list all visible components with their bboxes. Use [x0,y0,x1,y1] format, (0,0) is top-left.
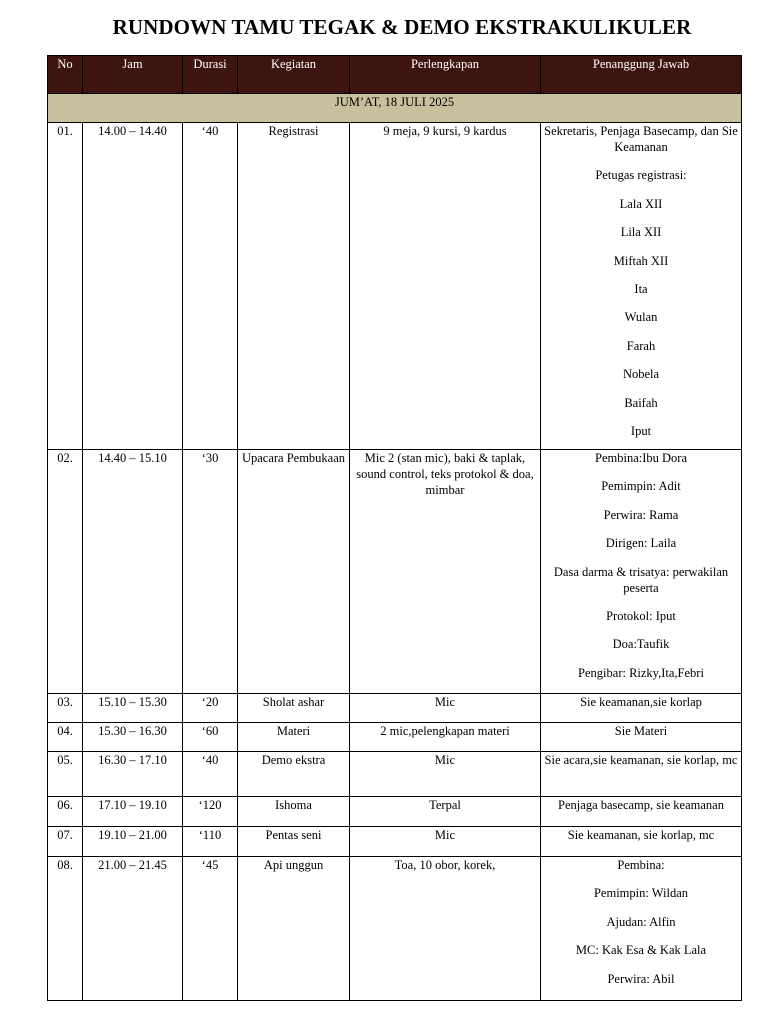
cell-perlengkapan: Mic [350,827,541,857]
table-row [48,723,742,752]
cell-no: 07. [48,827,83,857]
table-row [48,797,742,827]
cell-perlengkapan: Terpal [350,797,541,827]
rundown-table [47,55,742,1001]
header-penanggung-jawab: Penanggung Jawab [541,56,742,94]
cell-kegiatan: Ishoma [238,797,350,827]
pj-line: Sekretaris, Penjaga Basecamp, dan Sie Keamanan [544,124,738,154]
pj-line: Perwira: Rama [603,507,679,522]
table-row [48,123,742,450]
pj-line: Dirigen: Laila [605,536,677,551]
cell-penanggung-jawab [541,450,742,694]
cell-jam: 21.00 – 21.45 [83,857,183,1001]
pj-line: Wulan [624,310,658,325]
cell-perlengkapan: 9 meja, 9 kursi, 9 kardus [350,123,541,450]
pj-line: Dasa darma & trisatya: perwakilan peserta [553,564,729,595]
pj-line: Doa:Taufik [612,637,670,652]
cell-penanggung-jawab [541,797,742,827]
cell-penanggung-jawab [541,723,742,752]
cell-penanggung-jawab [541,752,742,797]
pj-line: Lala XII [619,196,663,211]
pj-line: Sie Materi [614,724,668,738]
cell-no: 01. [48,123,83,450]
pj-line: Farah [626,338,656,353]
cell-jam: 19.10 – 21.00 [83,827,183,857]
header-perlengkapan: Perlengkapan [350,56,541,94]
header-no: No [48,56,83,94]
table-row [48,450,742,694]
header-jam: Jam [83,56,183,94]
table-row [48,694,742,723]
cell-jam: 14.00 – 14.40 [83,123,183,450]
pj-line: Sie keamanan,sie korlap [580,695,702,709]
pj-line: Nobela [622,367,660,382]
cell-kegiatan: Api unggun [238,857,350,1001]
cell-penanggung-jawab [541,694,742,723]
pj-line: Perwira: Abil [607,971,675,986]
cell-no: 03. [48,694,83,723]
table-header-row [48,56,742,94]
cell-jam: 15.10 – 15.30 [83,694,183,723]
pj-line: Penjaga basecamp, sie keamanan [558,798,724,812]
document-title: RUNDOWN TAMU TEGAK & DEMO EKSTRAKULIKULER [112,15,692,39]
cell-perlengkapan: Mic [350,752,541,797]
pj-line: Lila XII [620,225,662,240]
table-row [48,857,742,1001]
cell-durasi: ‘45 [183,857,238,1001]
pj-line: Iput [630,423,652,438]
cell-perlengkapan: 2 mic,pelengkapan materi [350,723,541,752]
pj-line: MC: Kak Esa & Kak Lala [575,943,707,958]
cell-perlengkapan: Mic 2 (stan mic), baki & taplak, sound control, teks protokol & doa, mimbar [350,450,541,694]
pj-line: Ajudan: Alfin [606,914,676,929]
cell-no: 04. [48,723,83,752]
header-kegiatan: Kegiatan [238,56,350,94]
day-label: JUM’AT, 18 JULI 2025 [48,94,742,123]
cell-perlengkapan: Toa, 10 obor, korek, [350,857,541,1001]
pj-line: Pemimpin: Adit [601,479,681,494]
cell-kegiatan: Registrasi [238,123,350,450]
pj-line: Pembina: [617,858,665,872]
pj-line: Baifah [624,395,658,410]
pj-line: Sie keamanan, sie korlap, mc [567,828,715,842]
cell-durasi: ‘110 [183,827,238,857]
cell-no: 06. [48,797,83,827]
pj-line: Protokol: Iput [606,608,676,623]
cell-durasi: ‘20 [183,694,238,723]
pj-line: Ita [634,281,648,296]
cell-kegiatan: Demo ekstra [238,752,350,797]
pj-line: Pengibar: Rizky,Ita,Febri [578,665,704,680]
pj-line: Miftah XII [613,253,669,268]
cell-jam: 17.10 – 19.10 [83,797,183,827]
cell-penanggung-jawab [541,857,742,1001]
cell-durasi: ‘120 [183,797,238,827]
cell-penanggung-jawab [541,123,742,450]
pj-line: Petugas registrasi: [595,168,687,183]
cell-kegiatan: Pentas seni [238,827,350,857]
cell-jam: 14.40 – 15.10 [83,450,183,694]
cell-durasi: ‘40 [183,123,238,450]
cell-kegiatan: Materi [238,723,350,752]
header-durasi: Durasi [183,56,238,94]
cell-perlengkapan: Mic [350,694,541,723]
cell-jam: 16.30 – 17.10 [83,752,183,797]
cell-durasi: ‘60 [183,723,238,752]
cell-no: 05. [48,752,83,797]
pj-line: Pemimpin: Wildan [593,886,689,901]
table-row [48,827,742,857]
cell-durasi: ‘40 [183,752,238,797]
table-row [48,752,742,797]
cell-kegiatan: Upacara Pembukaan [238,450,350,694]
cell-kegiatan: Sholat ashar [238,694,350,723]
cell-jam: 15.30 – 16.30 [83,723,183,752]
cell-no: 08. [48,857,83,1001]
cell-durasi: ‘30 [183,450,238,694]
cell-no: 02. [48,450,83,694]
day-row [48,94,742,123]
pj-line: Pembina:Ibu Dora [595,451,687,465]
cell-penanggung-jawab [541,827,742,857]
pj-line: Sie acara,sie keamanan, sie korlap, mc [544,753,738,767]
